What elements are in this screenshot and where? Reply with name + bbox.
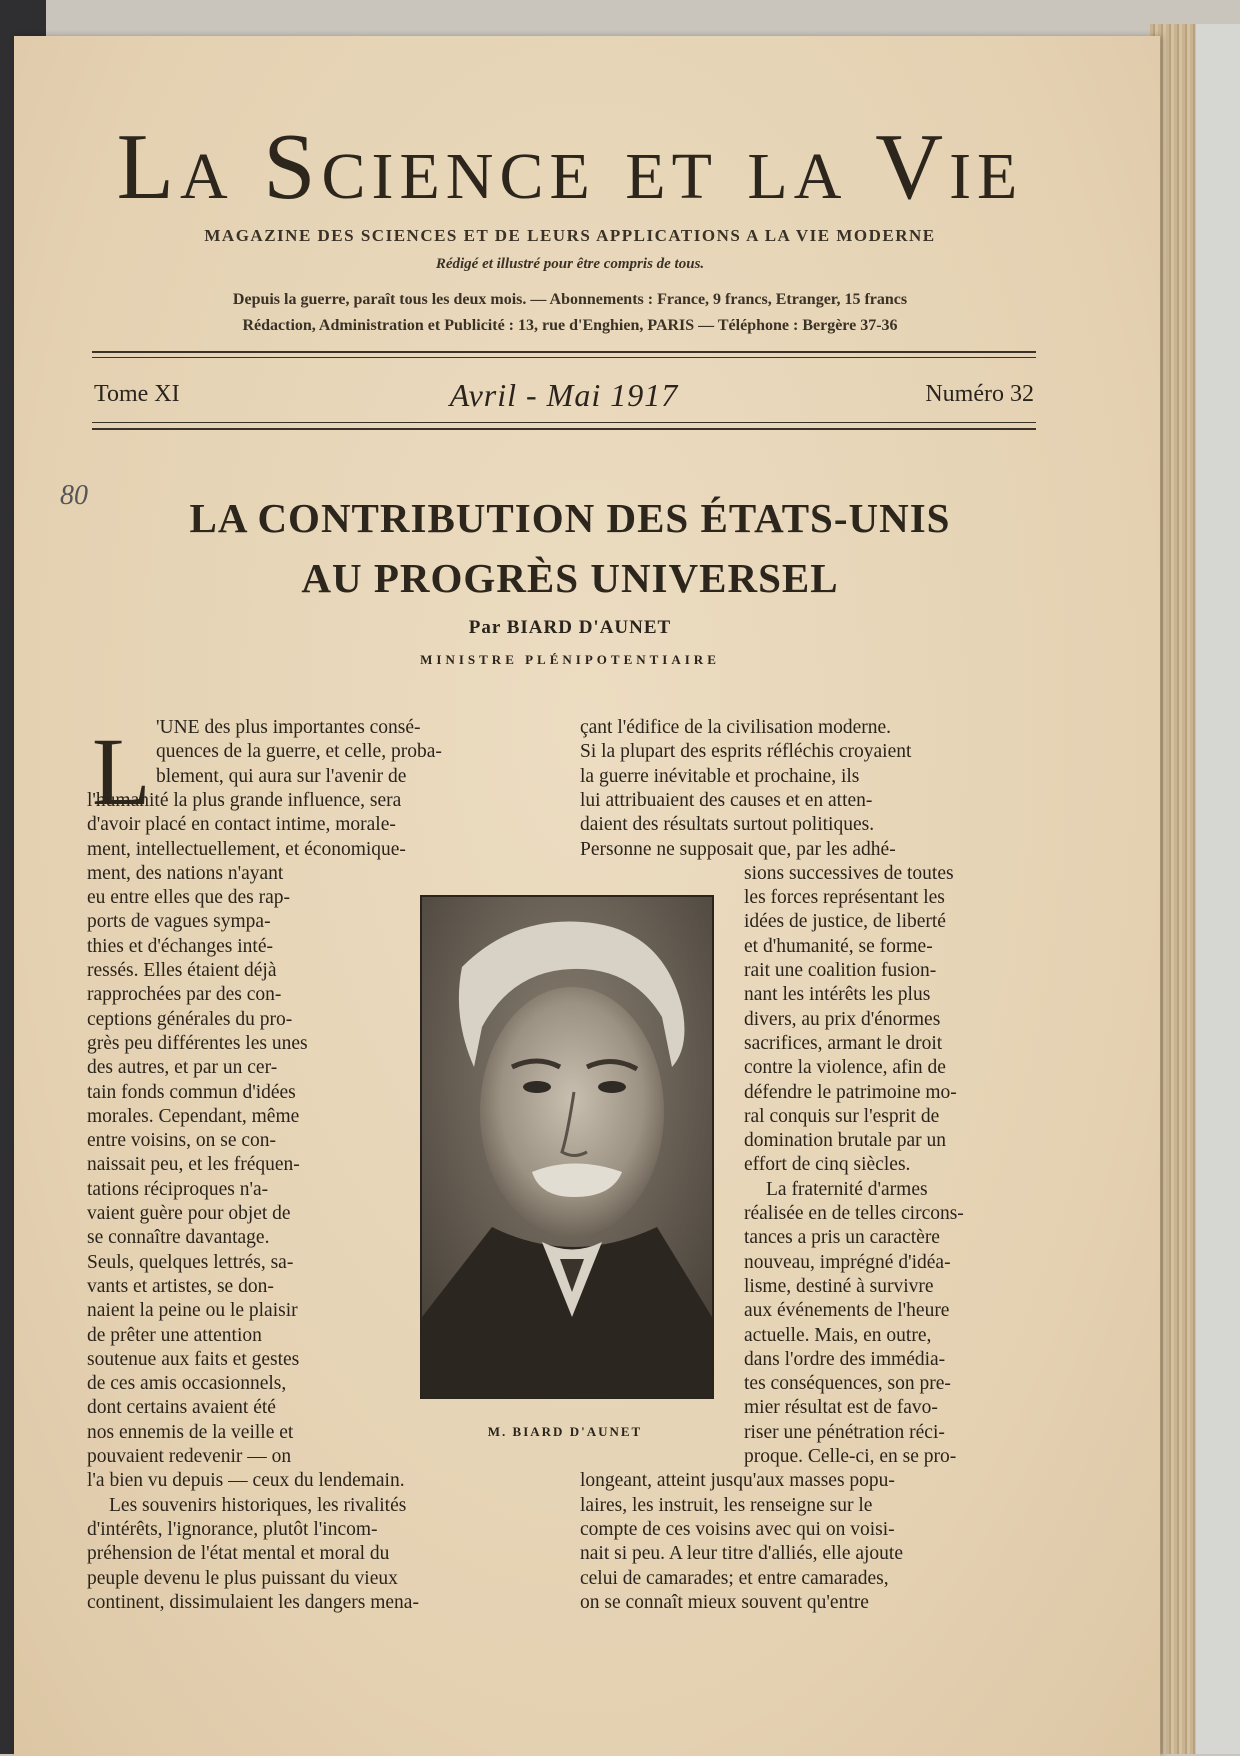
article-line: morales. Cependant, même <box>87 1105 300 1127</box>
article-line: tations réciproques n'a- <box>87 1178 269 1200</box>
article-line: blement, qui aura sur l'avenir de <box>156 765 407 787</box>
article-line: préhension de l'état mental et moral du <box>87 1543 390 1565</box>
issue-date: Avril - Mai 1917 <box>449 377 679 413</box>
article-line: continent, dissimulaient les dangers mena- <box>87 1591 419 1613</box>
author-portrait <box>420 895 714 1399</box>
article-line: nant les intérêts les plus <box>744 984 931 1006</box>
article-line: actuelle. Mais, en outre, <box>744 1324 932 1346</box>
address-info: Rédaction, Administration et Publicité : 13, rue d'Enghien, PARIS — Téléphone : Bergère 37-36 <box>242 317 898 334</box>
article-line: ressés. Elles étaient déjà <box>87 960 277 981</box>
header-rule-bottom <box>92 428 1036 430</box>
article-line: divers, au prix d'énormes <box>744 1008 941 1030</box>
article-line: l'a bien vu depuis — ceux du lendemain. <box>87 1470 405 1492</box>
portrait-caption: M. BIARD D'AUNET <box>487 1424 643 1439</box>
article-line: dont certains avaient été <box>87 1397 276 1419</box>
article-line: Personne ne supposait que, par les adhé- <box>580 838 896 860</box>
article-line: eu entre elles que des rap- <box>87 887 291 909</box>
article-title-line-1: LA CONTRIBUTION DES ÉTATS-UNIS <box>189 495 951 541</box>
magazine-masthead: La Science et la Vie <box>116 115 1024 219</box>
article-line: l'humanité la plus grande influence, sera <box>87 789 402 811</box>
handwritten-annotation: 80 <box>60 480 88 511</box>
article-line: réalisée en de telles circons- <box>744 1203 964 1224</box>
article-line: çant l'édifice de la civilisation moderne. <box>580 717 892 738</box>
article-line: daient des résultats surtout politiques. <box>580 814 875 836</box>
article-line: ports de vagues sympa- <box>87 911 271 933</box>
scan-border-right <box>1196 24 1240 1754</box>
article-line: de ces amis occasionnels, <box>87 1373 287 1395</box>
article-line: tances a pris un caractère <box>744 1227 940 1249</box>
article-line: quences de la guerre, et celle, proba- <box>156 741 442 763</box>
article-line: celui de camarades; et entre camarades, <box>580 1567 889 1589</box>
article-line: on se connaît mieux souvent qu'entre <box>580 1591 869 1613</box>
magazine-subtitle: MAGAZINE DES SCIENCES ET DE LEURS APPLICATIONS A LA VIE MODERNE <box>204 226 936 245</box>
article-line: rapprochées par des con- <box>87 984 282 1006</box>
article-line: Les souvenirs historiques, les rivalités <box>109 1494 407 1516</box>
article-line: soutenue aux faits et gestes <box>87 1348 300 1370</box>
article-line: rait une coalition fusion- <box>744 960 937 981</box>
article-line: riser une pénétration réci- <box>744 1421 945 1443</box>
article-line: aux événements de l'heure <box>744 1300 950 1322</box>
article-line: se connaître davantage. <box>87 1227 270 1249</box>
article-line: ceptions générales du pro- <box>87 1008 293 1030</box>
article-line: dans l'ordre des immédia- <box>744 1348 946 1370</box>
article-line: pouvaient redevenir — on <box>87 1446 292 1467</box>
article-line: peuple devenu le plus puissant du vieux <box>87 1567 398 1589</box>
article-line: nos ennemis de la veille et <box>87 1421 294 1443</box>
article-line: mier résultat est de favo- <box>744 1397 938 1419</box>
issue-bar <box>94 377 1034 413</box>
article-line: compte de ces voisins avec qui on voisi- <box>580 1518 895 1540</box>
issue-number: Numéro 32 <box>925 381 1034 407</box>
article-line: domination brutale par un <box>744 1130 946 1152</box>
article-line: lisme, destiné à survivre <box>744 1275 934 1297</box>
article-line: naissait peu, et les fréquen- <box>87 1154 300 1176</box>
article-byline: Par BIARD D'AUNET <box>468 617 672 638</box>
article-line: Si la plupart des esprits réfléchis croyaient <box>580 741 912 763</box>
article-line: sacrifices, armant le droit <box>744 1032 943 1054</box>
article-title-line-2: AU PROGRÈS UNIVERSEL <box>301 555 839 601</box>
article-line: vaient guère pour objet de <box>87 1203 291 1224</box>
header-rule-bottom-thin <box>92 422 1036 423</box>
article-line: effort de cinq siècles. <box>744 1154 911 1176</box>
article-line: d'avoir placé en contact intime, morale- <box>87 814 396 836</box>
article-line: lui attribuaient des causes et en atten- <box>580 789 873 811</box>
article-line: nait si peu. A leur titre d'alliés, elle ajoute <box>580 1543 904 1565</box>
article-line: tain fonds commun d'idées <box>87 1081 296 1103</box>
article-line: La fraternité d'armes <box>766 1178 928 1200</box>
drop-cap: L <box>92 718 151 825</box>
article-line: nouveau, imprégné d'idéa- <box>744 1251 951 1273</box>
article-line: idées de justice, de liberté <box>744 911 946 933</box>
article-line: défendre le patrimoine mo- <box>744 1081 957 1103</box>
subscription-info: Depuis la guerre, paraît tous les deux mois. — Abonnements : France, 9 francs, Etranger, 15 francs <box>232 291 908 308</box>
article-line: thies et d'échanges inté- <box>87 935 273 957</box>
article-line: d'intérêts, l'ignorance, plutôt l'incom- <box>87 1518 378 1540</box>
article-line: tes conséquences, son pre- <box>744 1373 951 1395</box>
article-line: Seuls, quelques lettrés, sa- <box>87 1251 294 1273</box>
article-line: les forces représentant les <box>744 887 945 909</box>
article-line: longeant, atteint jusqu'aux masses popu- <box>580 1470 895 1492</box>
article-line: entre voisins, on se con- <box>87 1130 277 1152</box>
header-rule-top <box>92 351 1036 353</box>
article-line: ment, des nations n'ayant <box>87 862 284 884</box>
article-line: ment, intellectuellement, et économique- <box>87 838 406 860</box>
article-line: vants et artistes, se don- <box>87 1275 274 1297</box>
article-line: ral conquis sur l'esprit de <box>744 1105 940 1127</box>
magazine-tagline: Rédigé et illustré pour être compris de tous. <box>435 256 705 272</box>
author-role: MINISTRE PLÉNIPOTENTIAIRE <box>420 652 720 667</box>
article-line: proque. Celle-ci, en se pro- <box>744 1446 957 1467</box>
article-line: et d'humanité, se forme- <box>744 935 933 957</box>
article-line: des autres, et par un cer- <box>87 1057 278 1079</box>
tome-label: Tome XI <box>94 381 180 407</box>
article-line: laires, les instruit, les renseigne sur le <box>580 1494 873 1516</box>
article-line: 'UNE des plus importantes consé- <box>156 717 421 738</box>
article-line: grès peu différentes les unes <box>87 1032 308 1054</box>
header-rule-top-thin <box>92 357 1036 358</box>
article-line: contre la violence, afin de <box>744 1057 946 1079</box>
article-line: sions successives de toutes <box>744 862 954 884</box>
article-line: de prêter une attention <box>87 1324 262 1346</box>
article-line: la guerre inévitable et prochaine, ils <box>580 765 860 787</box>
article-line: naient la peine ou le plaisir <box>87 1300 298 1322</box>
